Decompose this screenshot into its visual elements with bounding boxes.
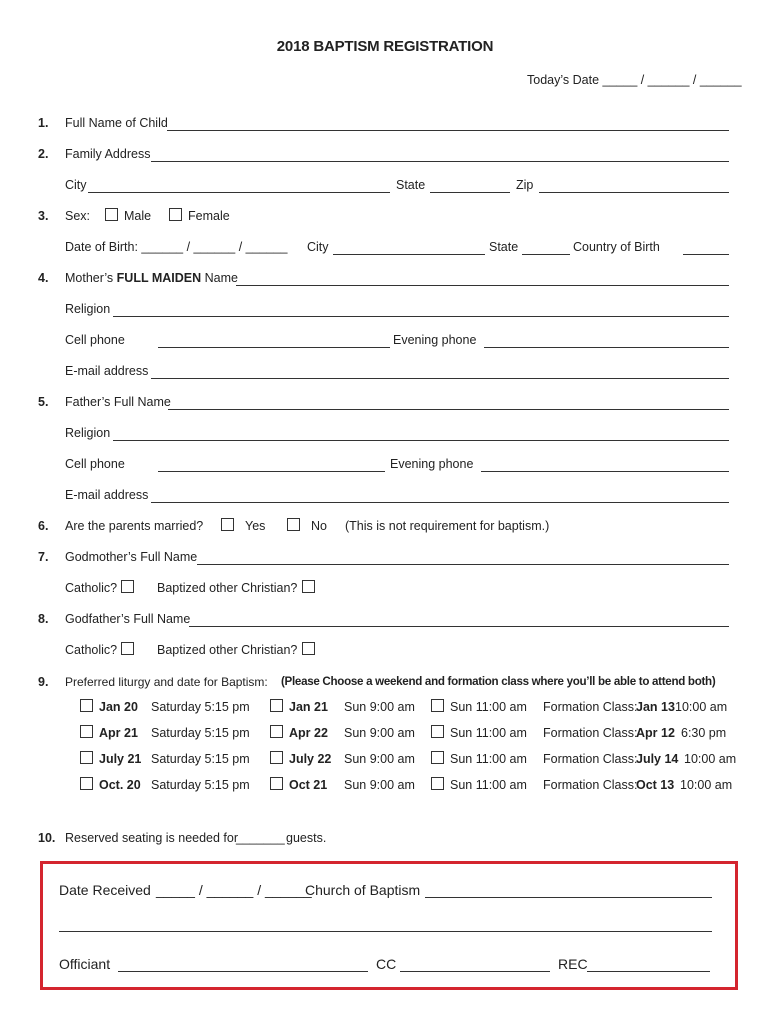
saturday-time: Saturday 5:15 pm [151, 700, 250, 714]
formation-class-date: Oct 13 [636, 778, 675, 792]
birth-city-input[interactable] [333, 254, 485, 255]
father-evening-input[interactable] [481, 471, 729, 472]
godfather-catholic-checkbox[interactable] [121, 642, 134, 655]
mother-evening-input[interactable] [484, 347, 729, 348]
saturday-date: Apr 21 [99, 726, 138, 740]
q5-number: 5. [38, 395, 49, 409]
father-email-input[interactable] [151, 502, 729, 503]
saturday-time: Saturday 5:15 pm [151, 752, 250, 766]
saturday-date: July 21 [99, 752, 142, 766]
sunday-9am: Sun 9:00 am [344, 752, 415, 766]
father-email-label: E-mail address [65, 488, 149, 502]
officiant-input[interactable] [118, 971, 368, 972]
city-input[interactable] [88, 192, 390, 193]
seating-guests-label: guests. [286, 831, 327, 845]
father-name-label: Father’s Full Name [65, 395, 171, 409]
sunday-11am: Sun 11:00 am [450, 752, 527, 766]
sunday-11am: Sun 11:00 am [450, 726, 527, 740]
page-title: 2018 BAPTISM REGISTRATION [276, 38, 494, 55]
saturday-checkbox[interactable] [80, 777, 93, 790]
mother-evening-label: Evening phone [393, 333, 477, 347]
formation-class-time: 10:00 am [675, 700, 728, 714]
godfather-catholic-label: Catholic? [65, 643, 118, 657]
church-of-baptism-label: Church of Baptism [305, 882, 421, 898]
church-of-baptism-input[interactable] [425, 897, 712, 898]
married-yes-checkbox[interactable] [221, 518, 234, 531]
sunday-9am: Sun 9:00 am [344, 726, 415, 740]
liturgy-note: (Please Choose a weekend and formation class where you’ll be able to attend both) [281, 675, 716, 688]
father-cell-input[interactable] [158, 471, 385, 472]
zip-input[interactable] [539, 192, 729, 193]
mother-cell-input[interactable] [158, 347, 390, 348]
sunday-11am-checkbox[interactable] [431, 725, 444, 738]
godmother-other-checkbox[interactable] [302, 580, 315, 593]
sunday-date-checkbox[interactable] [270, 777, 283, 790]
sunday-date: Oct 21 [289, 778, 328, 792]
saturday-checkbox[interactable] [80, 699, 93, 712]
q6-number: 6. [38, 519, 49, 533]
formation-class-label: Formation Class: [543, 700, 638, 714]
seating-guests-input[interactable]: _______ [236, 831, 285, 845]
father-cell-label: Cell phone [65, 457, 125, 471]
father-religion-label: Religion [65, 426, 111, 440]
father-evening-label: Evening phone [390, 457, 474, 471]
country-label: Country of Birth [573, 240, 660, 254]
formation-class-label: Formation Class: [543, 726, 638, 740]
birth-state-input[interactable] [522, 254, 570, 255]
mother-email-label: E-mail address [65, 364, 149, 378]
formation-class-date: Jan 13 [636, 700, 675, 714]
sunday-date: Jan 21 [289, 700, 328, 714]
godmother-other-label: Baptized other Christian? [157, 581, 298, 595]
rec-input[interactable] [587, 971, 710, 972]
godfather-name-input[interactable] [189, 626, 729, 627]
sunday-9am: Sun 9:00 am [344, 778, 415, 792]
male-label: Male [124, 209, 152, 223]
godmother-name-label: Godmother’s Full Name [65, 550, 198, 564]
birth-city-label: City [307, 240, 329, 254]
dob-field[interactable]: Date of Birth: ______ / ______ / ______ [65, 240, 288, 254]
sunday-date: Apr 22 [289, 726, 328, 740]
mother-religion-label: Religion [65, 302, 111, 316]
sunday-11am: Sun 11:00 am [450, 778, 527, 792]
saturday-checkbox[interactable] [80, 725, 93, 738]
q10-number: 10. [38, 831, 56, 845]
formation-class-time: 10:00 am [680, 778, 733, 792]
date-received-label: Date Received [59, 882, 151, 898]
male-checkbox[interactable] [105, 208, 118, 221]
mother-email-input[interactable] [151, 378, 729, 379]
formation-class-time: 6:30 pm [681, 726, 727, 740]
female-checkbox[interactable] [169, 208, 182, 221]
godmother-catholic-label: Catholic? [65, 581, 118, 595]
country-input[interactable] [683, 254, 729, 255]
child-name-input[interactable] [167, 130, 729, 131]
godfather-other-label: Baptized other Christian? [157, 643, 298, 657]
q9-number: 9. [38, 675, 49, 689]
sunday-date-checkbox[interactable] [270, 725, 283, 738]
liturgy-label: Preferred liturgy and date for Baptism: [65, 675, 268, 689]
godmother-name-input[interactable] [197, 564, 729, 565]
q2-number: 2. [38, 147, 49, 161]
sex-label: Sex: [65, 209, 91, 223]
formation-class-date: Apr 12 [636, 726, 675, 740]
formation-class-label: Formation Class: [543, 752, 638, 766]
sunday-11am: Sun 11:00 am [450, 700, 527, 714]
q4-number: 4. [38, 271, 49, 285]
godmother-catholic-checkbox[interactable] [121, 580, 134, 593]
married-label: Are the parents married? [65, 519, 204, 533]
zip-label: Zip [516, 178, 534, 192]
state-input[interactable] [430, 192, 510, 193]
city-label: City [65, 178, 87, 192]
q1-number: 1. [38, 116, 49, 130]
state-label: State [396, 178, 426, 192]
sunday-11am-checkbox[interactable] [431, 699, 444, 712]
formation-class-date: July 14 [636, 752, 679, 766]
saturday-checkbox[interactable] [80, 751, 93, 764]
married-note: (This is not requirement for baptism.) [345, 519, 550, 533]
married-no-checkbox[interactable] [287, 518, 300, 531]
married-yes-label: Yes [245, 519, 266, 533]
father-name-input[interactable] [168, 409, 729, 410]
seating-label: Reserved seating is needed for [65, 831, 239, 845]
saturday-date: Jan 20 [99, 700, 138, 714]
mother-religion-input[interactable] [113, 316, 729, 317]
father-religion-input[interactable] [113, 440, 729, 441]
saturday-date: Oct. 20 [99, 778, 141, 792]
cc-input[interactable] [400, 971, 550, 972]
formation-class-label: Formation Class: [543, 778, 638, 792]
married-no-label: No [311, 519, 327, 533]
formation-class-time: 10:00 am [684, 752, 737, 766]
office-notes-input[interactable] [59, 931, 712, 932]
godfather-other-checkbox[interactable] [302, 642, 315, 655]
mother-cell-label: Cell phone [65, 333, 125, 347]
cc-label: CC [376, 956, 397, 972]
sunday-date-checkbox[interactable] [270, 699, 283, 712]
q3-number: 3. [38, 209, 49, 223]
todays-date-field[interactable]: Today’s Date _____ / ______ / ______ [527, 73, 742, 87]
family-address-input[interactable] [151, 161, 729, 162]
family-address-label: Family Address [65, 147, 151, 161]
sunday-11am-checkbox[interactable] [431, 777, 444, 790]
saturday-time: Saturday 5:15 pm [151, 726, 250, 740]
female-label: Female [188, 209, 230, 223]
sunday-11am-checkbox[interactable] [431, 751, 444, 764]
sunday-9am: Sun 9:00 am [344, 700, 415, 714]
godfather-name-label: Godfather’s Full Name [65, 612, 191, 626]
mother-name-input[interactable] [236, 285, 729, 286]
mother-name-label: Mother’s FULL MAIDEN Name [65, 271, 238, 285]
officiant-label: Officiant [59, 956, 111, 972]
q8-number: 8. [38, 612, 49, 626]
q7-number: 7. [38, 550, 49, 564]
rec-label: REC [558, 956, 588, 972]
sunday-date-checkbox[interactable] [270, 751, 283, 764]
sunday-date: July 22 [289, 752, 332, 766]
date-received-input[interactable]: _____ / ______ / ______ [156, 882, 312, 898]
child-name-label: Full Name of Child [65, 116, 168, 130]
birth-state-label: State [489, 240, 519, 254]
saturday-time: Saturday 5:15 pm [151, 778, 250, 792]
